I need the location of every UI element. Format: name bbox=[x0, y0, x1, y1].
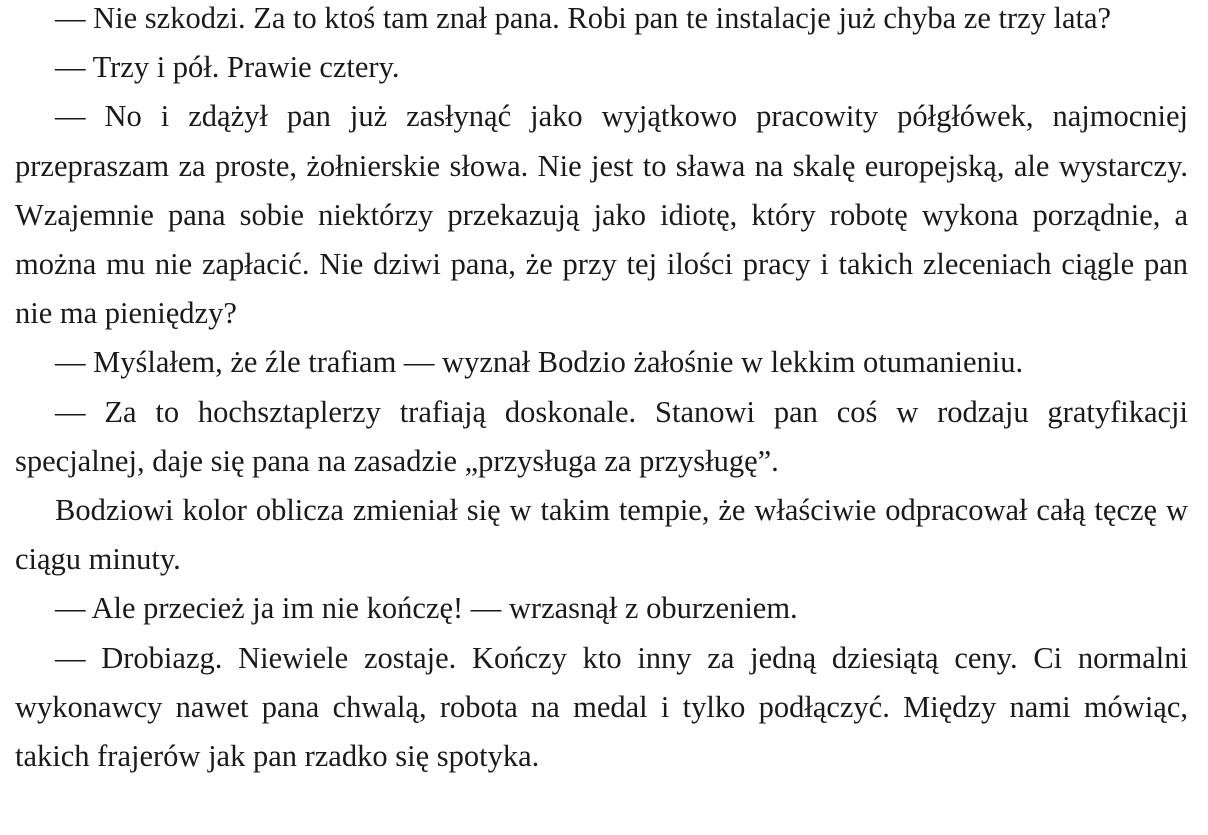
paragraph: — No i zdążył pan już zasłynąć jako wyjątkowo pracowity półgłówek, najmocniej przepraszam za proste, żołnierskie słowa. Nie jest to sława na skalę europejską, ale wystarczy. Wzajemnie pana sobie niektórzy przekazują jako idiotę, który robotę wykona porządnie, a można mu nie zapłacić. Nie dziwi pana, że przy tej ilości pracy i takich zleceniach ciągle pan nie ma pieniędzy? bbox=[15, 99, 1188, 331]
paragraph: — Za to hochsztaplerzy trafiają doskonale. Stanowi pan coś w rodzaju gratyfikacji specjalnej, daje się pana na zasadzie „przysługa za przysługę”. bbox=[15, 394, 1188, 478]
paragraph: — Trzy i pół. Prawie cztery. bbox=[55, 50, 400, 85]
paragraph: — Ale przecież ja im nie kończę! — wrzasnął z oburzeniem. bbox=[55, 591, 798, 626]
paragraph: — Drobiazg. Niewiele zostaje. Kończy kto inny za jedną dziesiątą ceny. Ci normalni wykonawcy nawet pana chwalą, robota na medal i tylko podłączyć. Między nami mówiąc, takich frajerów jak pan rzadko się spotyka. bbox=[15, 640, 1188, 774]
paragraph: — Nie szkodzi. Za to ktoś tam znał pana. Robi pan te instalacje już chyba ze trzy lata? bbox=[55, 1, 1112, 35]
paragraph: Bodziowi kolor oblicza zmieniał się w takim tempie, że właściwie odpracował całą tęczę w ciągu minuty. bbox=[15, 493, 1188, 577]
paragraph: — Myślałem, że źle trafiam — wyznał Bodzio żałośnie w lekkim otumanieniu. bbox=[55, 345, 1024, 380]
